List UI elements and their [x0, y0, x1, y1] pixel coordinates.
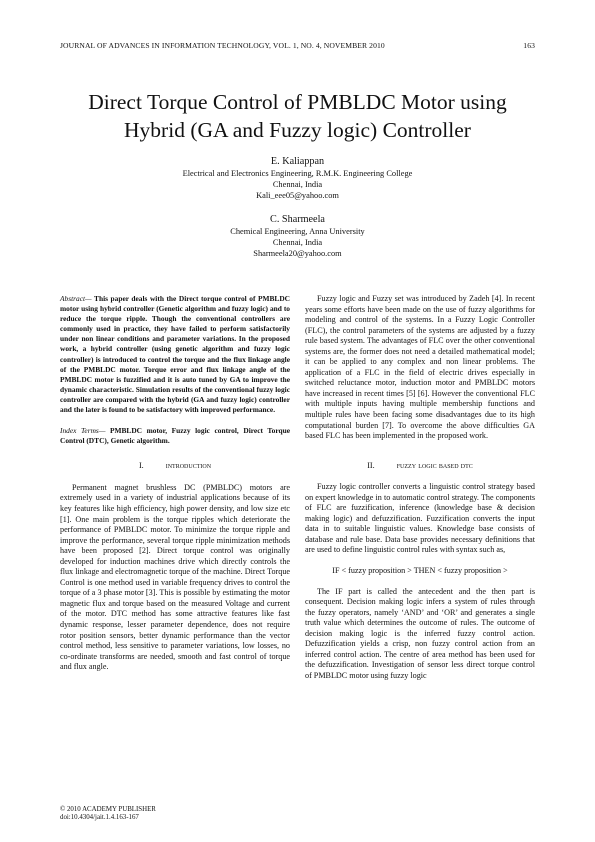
abstract-label: Abstract — [60, 294, 86, 303]
section-heading-introduction — [60, 460, 290, 472]
introduction-paragraph: Permanent magnet brushless DC (PMBLDC) motors are extremely used in a variety of industrial applications because of its key features like high efficiency, high power density, and low size etc [1]. One main problem is the torque ripples which deteriorate the performance of PMBLDC motor. To minimize the torque ripple and improve the performance, several torque ripple minimization methods have been proposed [2]. Direct torque control was originally developed for induction machines drive which directly controls the flux linkage and electromagnetic torque of the machine. Direct Torque Control is one method used in variable frequency drives to control the torque of a 3 phase motor [3]. This is possible by estimating the motor magnetic flux and torque based on the measured Voltage and current of the motor. DTC method has some attractive features like fast dynamic response, lesser parameter dependence, does not require rotor position sensors, better dynamic performance than the vector control method, less sensitive to parameter variations, low losses, no co-ordinate transforms are needed, smooth and fast control of torque and flux angle. — [60, 482, 290, 672]
author-email: Sharmeela20@yahoo.com — [253, 248, 342, 258]
author-name: C. Sharmeela — [270, 214, 325, 225]
author-block-1 — [60, 155, 535, 201]
abstract-text: This paper deals with the Direct torque control of PMBLDC motor using hybrid controller (Genetic algorithm and fuzzy logic) and to reduce the torque ripple. Though the conventional controllers are commonly used in practice, they have failed to perform satisfactorily under non linear conditions and parameter variations. In the proposed work, a hybrid controller (using genetic algorithm and fuzzy logic controller) is introduced to control the torque and the flux linkage angle of the PMBLDC motor. Torque error and flux linkage angle of the PMBLDC motor is fuzzified and it is auto tuned by GA to improve the dynamic characteristic. Simulation results of the conventional fuzzy logic controller are compared with the hybrid (GA and fuzzy logic) controller and the later is found to be satisfactory with improved performance. — [60, 294, 290, 415]
author-block-2 — [60, 213, 535, 259]
section-number: II. — [367, 460, 375, 470]
fuzzy-intro-paragraph: Fuzzy logic and Fuzzy set was introduced by Zadeh [4]. In recent years some efforts have been made on the use of fuzzy algorithms for modeling and control of the systems. In a Fuzzy Logic Controller (FLC), the control parameters of the systems are adjusted by a fuzzy rule based system. The advantages of FLC over the other conventional systems are, the former does not need a detailed mathematical model; it can be applied to any complex and non linear problems. The application of a FLC in the field of electric drives especially in switched reluctance motor, induction motor and PMBLDC motors have increased in recent times [5] [6]. However the conventional FLC with multiple inputs having multiple membership functions and multiple rules have been facing some disadvantages due to its high computational burden [7]. To overcome the above difficulties GA based FLC has been implemented in the proposed work. — [305, 294, 535, 441]
section-number: I. — [138, 461, 144, 471]
section-title: fuzzy logic based dtc — [396, 459, 473, 470]
abstract: Abstract— This paper deals with the Direct torque control of PMBLDC motor using hybrid controller (Genetic algorithm and fuzzy logic) and to reduce the torque ripple. Though the conventional controllers are commonly used in practice, they have failed to perform satisfactorily under non linear conditions and parameter variations. In the proposed work, a hybrid controller (using genetic algorithm and fuzzy logic controller) is introduced to control the torque and the flux linkage angle of the PMBLDC motor. Torque error and flux linkage angle of the PMBLDC motor is fuzzified and it is auto tuned by GA to improve the dynamic characteristic. Simulation results of the conventional fuzzy logic controller are compared with the hybrid (GA and fuzzy logic) controller and the later is found to be satisfactory with improved performance. — [60, 294, 290, 415]
footer — [60, 806, 156, 823]
author-affiliation: Electrical and Electronics Engineering, R.M.K. Engineering College — [182, 169, 413, 178]
doi: doi:10.4304/jait.1.4.163-167 — [60, 814, 139, 822]
author-name: E. Kaliappan — [270, 156, 325, 167]
fuzzy-dtc-paragraph-1: Fuzzy logic controller converts a linguistic control strategy based on expert knowledge in to automatic control strategy. The components of FLC are fuzzification, inference (knowledge base & decision making logic) and defuzzification. Fuzzification converts the input data in to suitable linguistic values. Knowledge base consists of database and rule base. Data base provides necessary definitions that are used to define linguistic control rules with syntax such as, — [305, 482, 535, 555]
author-affiliation: Chemical Engineering, Anna University — [230, 227, 365, 236]
left-column — [60, 294, 290, 673]
section-title: introduction — [165, 460, 212, 471]
author-location: Chennai, India — [272, 237, 323, 247]
fuzzy-dtc-paragraph-2: The IF part is called the antecedent and the then part is consequent. Decision making logic infers a system of rules through the fuzzy operators, namely ‘AND’ and ‘OR’ and generates a single truth value which determines the outcome of rules. The outcome of decision making logic is the inferred fuzzy control action. Defuzzification yields a crisp, non fuzzy control action from an inferred control action. The centre of area method has been used for the defuzzification. Investigation of sensor less direct torque control of PMBLDC motor using fuzzy logic — [305, 586, 535, 680]
index-terms: Index Terms— PMBLDC motor, Fuzzy logic control, Direct Torque Control (DTC), Genetic algorithm. — [60, 426, 290, 446]
section-heading-fuzzy-dtc — [305, 460, 535, 472]
author-email: Kali_eee05@yahoo.com — [256, 190, 339, 200]
paper-title — [40, 88, 555, 144]
index-terms-text: PMBLDC motor, Fuzzy logic control, Direct Torque Control (DTC), Genetic algorithm. — [60, 426, 290, 446]
page-number: 163 — [523, 41, 535, 50]
journal-info: JOURNAL OF ADVANCES IN INFORMATION TECHNOLOGY, VOL. 1, NO. 4, NOVEMBER 2010 — [60, 41, 385, 50]
index-terms-label: Index Terms — [60, 426, 99, 436]
right-column — [305, 294, 535, 682]
title-line-2: Hybrid (GA and Fuzzy logic) Controller — [124, 118, 471, 142]
running-header — [60, 41, 535, 50]
fuzzy-rule-syntax: IF < fuzzy proposition > THEN < fuzzy proposition > — [332, 566, 508, 576]
copyright: © 2010 ACADEMY PUBLISHER — [60, 806, 156, 813]
title-line-1: Direct Torque Control of PMBLDC Motor using — [88, 90, 507, 114]
author-location: Chennai, India — [272, 179, 323, 189]
